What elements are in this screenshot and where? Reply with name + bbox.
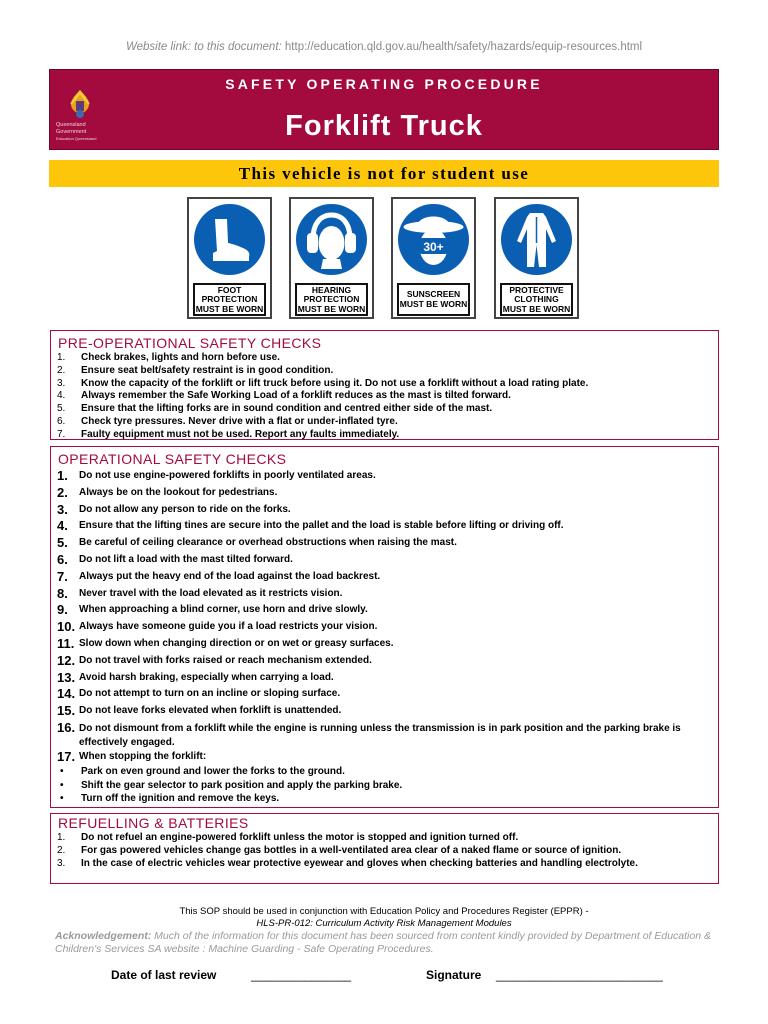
- list-item: 9. When approaching a blind corner, use horn and drive slowly.: [57, 602, 368, 618]
- acknowledgement-label: Acknowledgement:: [55, 930, 152, 942]
- bullet-item: • Shift the gear selector to park position and apply the parking brake.: [60, 779, 403, 791]
- website-link-label: Website link: to this document:: [125, 41, 282, 53]
- list-item: 11. Slow down when changing direction or on wet or greasy surfaces.: [57, 635, 394, 651]
- eppr-reference: This SOP should be used in conjunction with Education Policy and Procedures Register (EPPR) -: [179, 906, 589, 917]
- review-date-field: _______________: [251, 968, 352, 982]
- section-heading: PRE-OPERATIONAL SAFETY CHECKS: [58, 335, 322, 351]
- bullet-item: • Turn off the ignition and remove the keys.: [60, 793, 280, 805]
- list-item: 7. Always put the heavy end of the load against the load backrest.: [57, 568, 381, 584]
- hearing-protection-sign: [289, 197, 374, 319]
- sunscreen-sign: [391, 197, 476, 319]
- spf-label: 30+: [423, 240, 444, 254]
- section-heading: REFUELLING & BATTERIES: [58, 815, 249, 831]
- section-heading: OPERATIONAL SAFETY CHECKS: [58, 451, 287, 467]
- list-item: 14. Do not attempt to turn on an incline or sloping surface.: [57, 686, 341, 702]
- document-type: SAFETY OPERATING PROCEDURE: [225, 76, 543, 92]
- foot-protection-sign: [187, 197, 272, 319]
- acknowledgement: [55, 930, 715, 955]
- operational-list: [51, 468, 718, 766]
- sign-caption: PROTECTIVE CLOTHING MUST BE WORN: [500, 283, 573, 316]
- warning-banner: This vehicle is not for student use: [49, 160, 719, 187]
- list-item: 1. Do not refuel an engine-powered forklift unless the motor is stopped and ignition turned off.: [57, 832, 519, 843]
- overalls-icon: [500, 203, 573, 276]
- page-title: Forklift Truck: [285, 110, 483, 142]
- acknowledgement-text: Much of the information for this document has been sourced from content kindly provided by Department of Education & Children's Services SA website : Machine Guarding - Safe Operating Procedures.: [55, 930, 711, 955]
- list-item: 12. Do not travel with forks raised or reach mechanism extended.: [57, 652, 372, 668]
- website-link: [0, 41, 768, 53]
- list-item: 8. Never travel with the load elevated as it restricts vision.: [57, 585, 343, 601]
- module-reference: HLS-PR-012: Curriculum Activity Risk Management Modules: [256, 918, 512, 929]
- sunscreen-icon: [397, 203, 470, 276]
- pre-operational-list: [51, 352, 718, 442]
- sign-caption: FOOT PROTECTION MUST BE WORN: [193, 283, 266, 316]
- header-banner: [49, 69, 719, 150]
- list-item: 2. For gas powered vehicles change gas bottles in a well-ventilated area clear of a naked flame or source of ignition.: [57, 844, 622, 856]
- logo-text: Government: [56, 129, 87, 135]
- list-item: 3. Do not allow any person to ride on the forks.: [57, 501, 291, 517]
- boot-icon: [193, 203, 266, 276]
- sign-caption: SUNSCREEN MUST BE WORN: [397, 283, 470, 316]
- list-item: 3. In the case of electric vehicles wear protective eyewear and gloves when checking batteries and handling electrolyte.: [57, 857, 638, 869]
- logo-text: Queensland: [56, 122, 86, 128]
- refuelling-section: [50, 813, 719, 884]
- bullet-item: • Park on even ground and lower the forks to the ground.: [60, 765, 345, 777]
- list-item: 17. When stopping the forklift:: [57, 749, 207, 765]
- list-item: 16. Do not dismount from a forklift while the engine is running unless the transmission is in park position and the parking brake is effectively engaged.: [57, 719, 681, 748]
- sign-caption: HEARING PROTECTION MUST BE WORN: [295, 283, 368, 316]
- refuelling-list: [51, 832, 718, 870]
- review-date-label: Date of last review: [111, 968, 217, 982]
- list-item: 7. Faulty equipment must not be used. Report any faults immediately.: [57, 428, 400, 440]
- signature-field: _________________________: [496, 968, 663, 982]
- operational-section: [50, 446, 719, 808]
- list-item: 5. Be careful of ceiling clearance or overhead obstructions when raising the mast.: [57, 535, 457, 551]
- pre-operational-section: [50, 330, 719, 440]
- list-item: 10. Always have someone guide you if a load restricts your vision.: [57, 619, 378, 635]
- protective-clothing-sign: [494, 197, 579, 319]
- ear-muffs-icon: [295, 203, 368, 276]
- list-item: 2. Ensure seat belt/safety restraint is in good condition.: [57, 364, 334, 376]
- list-item: 3. Know the capacity of the forklift or lift truck before using it. Do not use a forklift without a load rating plate.: [57, 377, 589, 389]
- list-item: 2. Always be on the lookout for pedestrians.: [57, 484, 278, 500]
- list-item: 13. Avoid harsh braking, especially when carrying a load.: [57, 669, 334, 685]
- list-item: 1. Check brakes, lights and horn before use.: [57, 352, 280, 363]
- list-item: 6. Check tyre pressures. Never drive with a flat or under-inflated tyre.: [57, 415, 398, 427]
- list-item: 6. Do not lift a load with the mast tilted forward.: [57, 551, 293, 567]
- signature-label: Signature: [426, 968, 482, 982]
- ppe-signs: [0, 197, 768, 322]
- list-item: 4. Always remember the Safe Working Load of a forklift reduces as the mast is tilted forward.: [57, 390, 511, 402]
- list-item: 5. Ensure that the lifting forks are in sound condition and centred either side of the mast.: [57, 403, 493, 415]
- list-item: 1. Do not use engine-powered forklifts in poorly ventilated areas.: [57, 468, 376, 483]
- list-item: 15. Do not leave forks elevated when forklift is unattended.: [57, 703, 342, 719]
- stopping-steps-list: [51, 765, 718, 806]
- list-item: 4. Ensure that the lifting tines are secure into the pallet and the load is stable before lifting or driving off.: [57, 518, 564, 534]
- logo-text: Education Queensland: [56, 136, 97, 141]
- website-link-url[interactable]: http://education.qld.gov.au/health/safety/hazards/equip-resources.html: [284, 41, 643, 53]
